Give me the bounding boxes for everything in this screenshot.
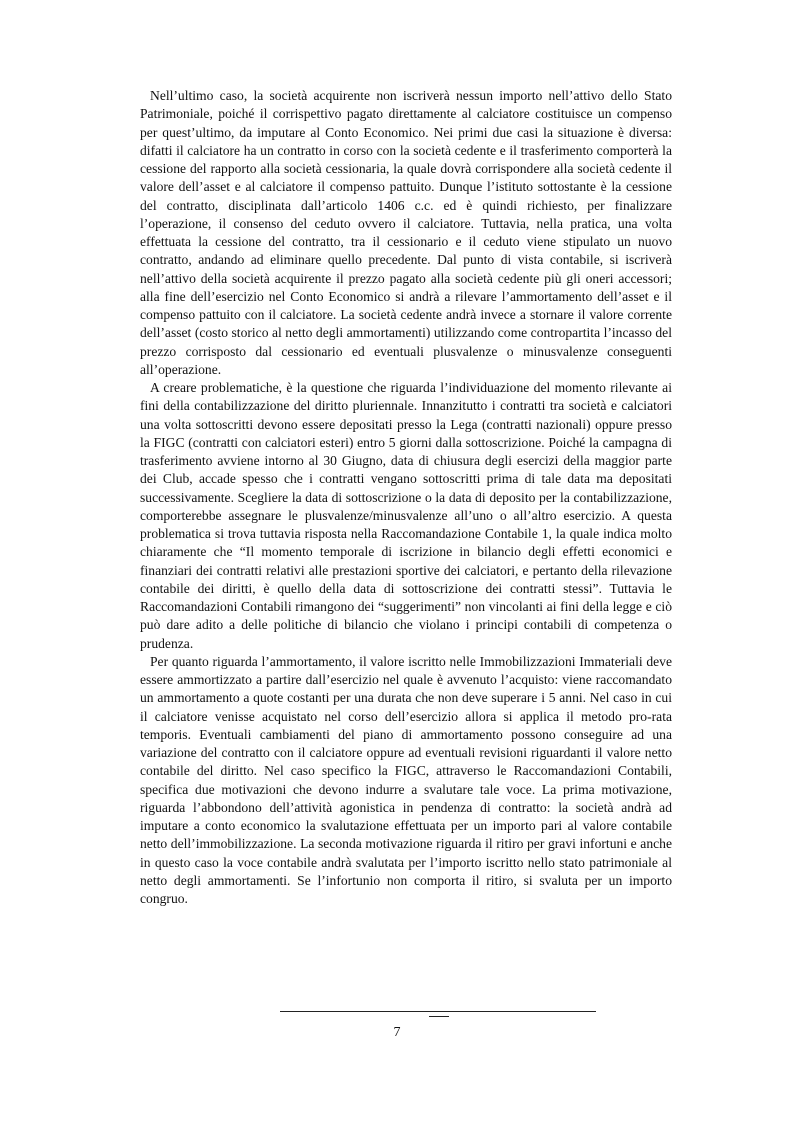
paragraph-2: A creare problematiche, è la questione che riguarda l’individuazione del momento rilevante ai fini della contabilizzazione del diritto pluriennale. Innanzitutto i contratti tra società e calciatori una volta sottoscritti devono essere depositati presso la Lega (contratti nazionali) oppure presso la FIGC (contratti con calciatori esteri) entro 5 giorni dalla sottoscrizione. Poiché la campagna di trasferimento avviene intorno al 30 Giugno, data di chiusura degli esercizi della maggior parte dei Club, accade spesso che i contratti vengano sottoscritti prima di tale data ma depositati successivamente. Scegliere la data di sottoscrizione o la data di deposito per la contabilizzazione, comporterebbe assegnare le plusvalenze/minusvalenze all’uno o all’altro esercizio. A questa problematica si trova tuttavia risposta nella Raccomandazione Contabile 1, la quale indica molto chiaramente che “Il momento temporale di iscrizione in bilancio degli effetti economici e finanziari dei contratti relativi alle prestazioni sportive dei calciatori, e pertanto della rilevazione contabile dei diritti, è quello della data di sottoscrizione dei contratti stessi”. Tuttavia le Raccomandazioni Contabili rimangono dei “suggerimenti” non vincolanti ai fini della legge e ciò può dare adito a delle politiche di bilancio che violano i principi contabili di competenza o prudenza. [140, 380, 672, 651]
footer-rule [280, 1011, 596, 1012]
footer-mark [429, 1016, 449, 1017]
paragraph-1: Nell’ultimo caso, la società acquirente non iscriverà nessun importo nell’attivo dello Stato Patrimoniale, poiché il corrispettivo pagato direttamente al calciatore costituisce un compenso per quest’ultimo, da imputare al Conto Economico. Nei primi due casi la situazione è diversa: difatti il calciatore ha un contratto in corso con la società cedente e il trasferimento comporterà la cessione del rapporto alla società cessionaria, la quale dovrà corrispondere alla società cedente il valore dell’asset e al calciatore il compenso pattuito. Dunque l’istituto sottostante è la cessione del contratto, disciplinata dall’articolo 1406 c.c. ed è quindi richiesto, per finalizzare l’operazione, il consenso del ceduto ovvero il calciatore. Tuttavia, nella pratica, una volta effettuata la cessione del contratto, tra il cessionario e il ceduto viene stipulato un nuovo contratto, andando ad eliminare quello precedente. Dal punto di vista contabile, si iscriverà nell’attivo della società acquirente il prezzo pagato alla società cedente più gli oneri accessori; alla fine dell’esercizio nel Conto Economico si andrà a rilevare l’ammortamento dell’asset e il compenso pattuito con il calciatore. La società cedente andrà invece a stornare il valore corrente dell’asset (costo storico al netto degli ammortamenti) utilizzando come contropartita l’incasso del prezzo corrisposto dal cessionario ed eventuali plusvalenze o minusvalenze conseguenti all’operazione. [140, 88, 672, 377]
page-number: 7 [393, 1025, 401, 1040]
body-text [140, 87, 672, 908]
paragraph-3: Per quanto riguarda l’ammortamento, il valore iscritto nelle Immobilizzazioni Immateriali deve essere ammortizzato a partire dall’esercizio nel quale è avvenuto l’acquisto: viene raccomandato un ammortamento a quote costanti per una durata che non deve superare i 5 anni. Nel caso in cui il calciatore venisse acquistato nel corso dell’esercizio allora si applica il metodo pro-rata temporis. Eventuali cambiamenti del piano di ammortamento possono conseguire ad una variazione del contratto con il calciatore oppure ad eventuali revisioni riguardanti il valore netto contabile del diritto. Nel caso specifico la FIGC, attraverso le Raccomandazioni Contabili, specifica due motivazioni che devono indurre a svalutare tale voce. La prima motivazione, riguarda l’abbondono dell’attività agonistica in pendenza di contratto: la società andrà ad imputare a conto economico la svalutazione effettuata per un importo pari al valore contabile netto dell’immobilizzazione. La seconda motivazione riguarda il ritiro per gravi infortuni e anche in questo caso la voce contabile andrà svalutata per l’importo iscritto nello stato patrimoniale al netto degli ammortamenti. Se l’infortunio non comporta il ritiro, si svaluta per un importo congruo. [140, 653, 672, 906]
